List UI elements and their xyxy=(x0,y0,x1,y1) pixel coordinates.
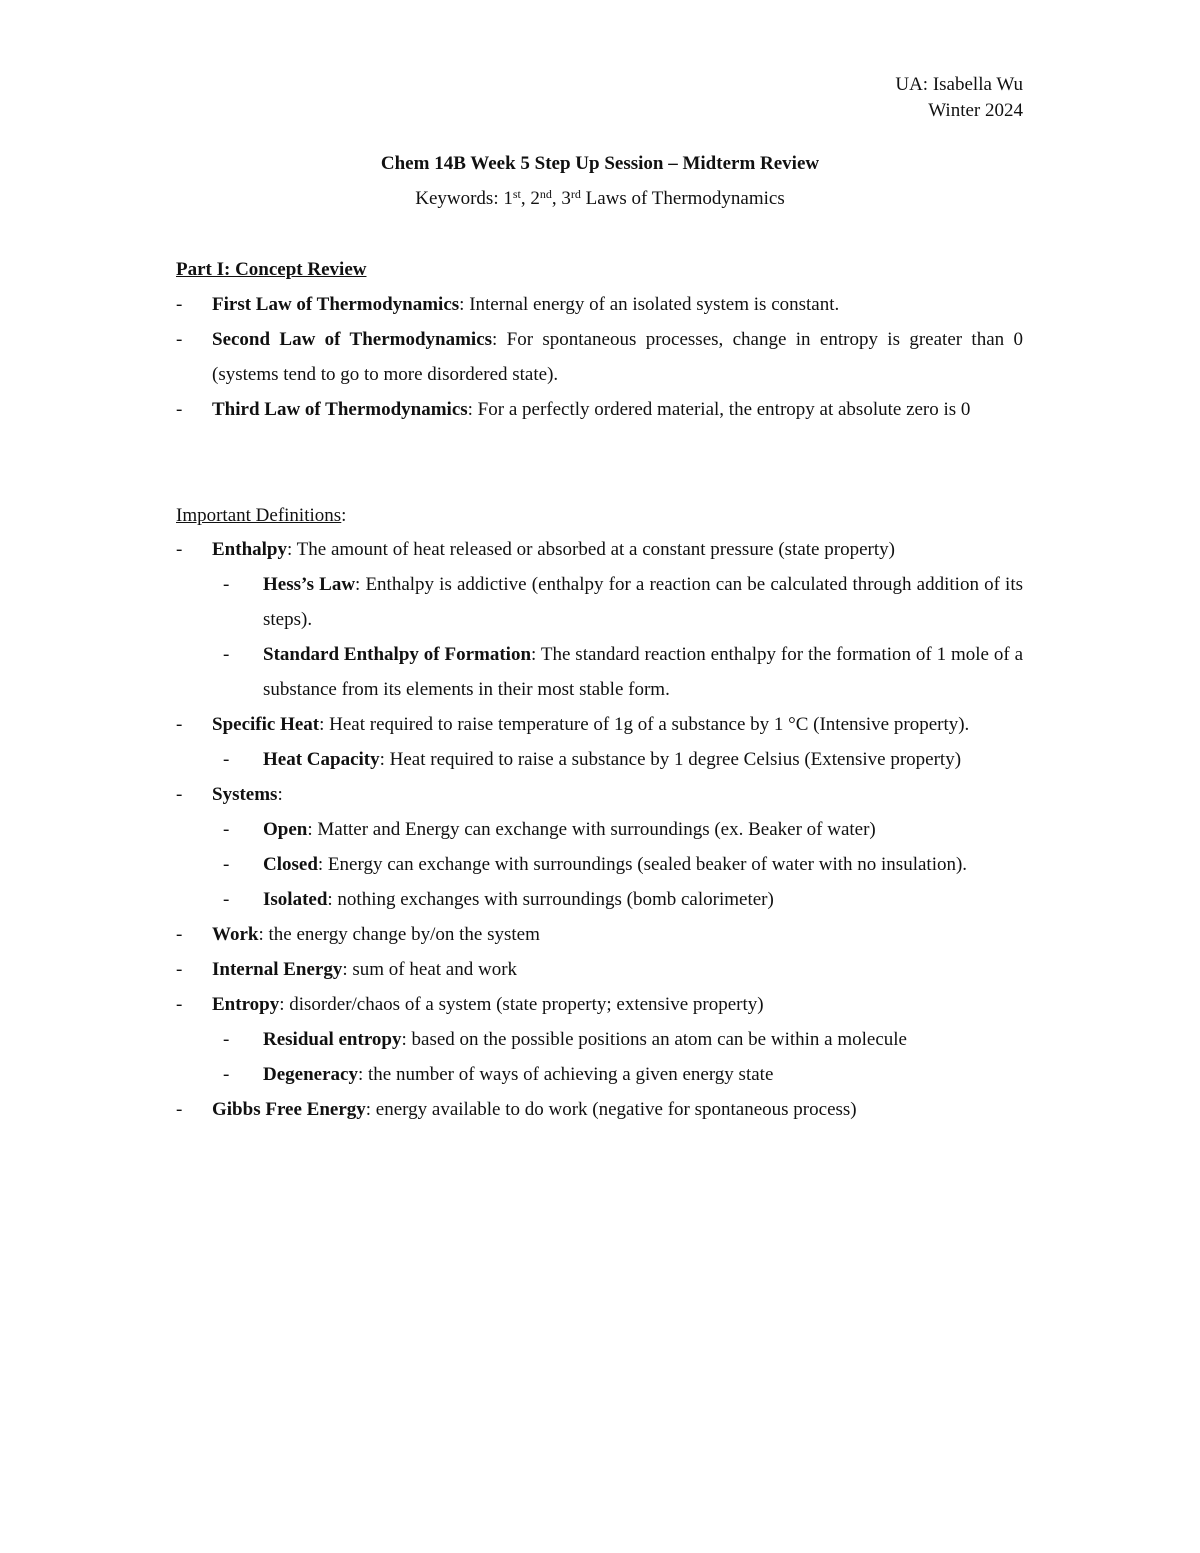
item-text: : the energy change by/on the system xyxy=(258,924,540,945)
bullet-dash: - xyxy=(223,854,230,875)
item-term: First Law of Thermodynamics xyxy=(212,294,460,315)
list-item xyxy=(176,532,1023,567)
list-item xyxy=(223,567,1023,637)
item-text: : energy available to do work (negative for spontaneous process) xyxy=(365,1099,857,1120)
item-text: : Enthalpy is addictive (enthalpy for a reaction can be calculated through addition of its steps). xyxy=(263,574,1023,630)
bullet-dash: - xyxy=(176,329,183,350)
bullet-dash: - xyxy=(223,644,230,665)
item-text: : The standard reaction enthalpy for the formation of 1 mole of a substance from its elements in their most stable form. xyxy=(263,644,1024,700)
list-item xyxy=(223,882,1023,917)
keywords-sep-2: , 3 xyxy=(551,188,571,209)
list-item xyxy=(223,1057,1023,1092)
definitions-heading xyxy=(176,503,346,529)
keywords-prefix: Keywords: 1 xyxy=(415,188,513,209)
item-text: : For spontaneous processes, change in entropy is greater than 0 (systems tend to go to more disordered state). xyxy=(212,329,1023,385)
list-item xyxy=(176,707,1023,742)
keywords-suffix: Laws of Thermodynamics xyxy=(580,188,785,209)
item-text: : the number of ways of achieving a given energy state xyxy=(357,1064,774,1085)
keywords-sep-1: , 2 xyxy=(520,188,540,209)
item-text: : xyxy=(277,784,283,805)
bullet-dash: - xyxy=(176,714,183,735)
item-term: Work xyxy=(212,924,259,945)
item-term: Closed xyxy=(263,854,318,875)
bullet-dash: - xyxy=(223,819,230,840)
keywords-line xyxy=(0,186,1200,212)
list-item xyxy=(176,1092,1023,1127)
item-term: Degeneracy xyxy=(263,1064,358,1085)
list-item xyxy=(176,322,1023,392)
item-term: Residual entropy xyxy=(263,1029,402,1050)
item-term: Internal Energy xyxy=(212,959,343,980)
item-text: : Internal energy of an isolated system is constant. xyxy=(459,294,840,315)
item-term: Systems xyxy=(212,784,278,805)
item-text: : based on the possible positions an atom can be within a molecule xyxy=(401,1029,907,1050)
bullet-dash: - xyxy=(176,959,183,980)
list-item xyxy=(176,287,1023,322)
list-item xyxy=(176,952,1023,987)
laws-list xyxy=(0,287,1200,427)
item-term: Hess’s Law xyxy=(263,574,356,595)
list-item xyxy=(223,742,1023,777)
list-item xyxy=(223,1022,1023,1057)
item-term: Enthalpy xyxy=(212,539,287,560)
keywords-sup-1: st xyxy=(512,187,521,201)
ua-name: UA: Isabella Wu xyxy=(895,74,1023,95)
item-text: : Matter and Energy can exchange with surroundings (ex. Beaker of water) xyxy=(307,819,876,840)
item-term: Second Law of Thermodynamics xyxy=(212,329,493,350)
bullet-dash: - xyxy=(176,399,183,420)
document-title: Chem 14B Week 5 Step Up Session – Midterm Review xyxy=(380,153,820,174)
list-item xyxy=(223,847,1023,882)
bullet-dash: - xyxy=(223,889,230,910)
list-item xyxy=(176,392,1023,427)
bullet-dash: - xyxy=(176,994,183,1015)
item-term: Standard Enthalpy of Formation xyxy=(263,644,532,665)
definitions-heading-colon: : xyxy=(341,505,347,526)
bullet-dash: - xyxy=(223,574,230,595)
list-item xyxy=(176,917,1023,952)
part-1-heading: Part I: Concept Review xyxy=(176,259,367,280)
item-term: Gibbs Free Energy xyxy=(212,1099,366,1120)
bullet-dash: - xyxy=(223,749,230,770)
bullet-dash: - xyxy=(176,294,183,315)
item-text: : Heat required to raise temperature of 1g of a substance by 1 °C (Intensive property). xyxy=(319,714,970,735)
list-item xyxy=(223,812,1023,847)
bullet-dash: - xyxy=(176,539,183,560)
bullet-dash: - xyxy=(176,924,183,945)
bullet-dash: - xyxy=(176,784,183,805)
item-term: Open xyxy=(263,819,308,840)
item-term: Entropy xyxy=(212,994,280,1015)
keywords-sup-2: nd xyxy=(539,187,552,201)
list-item xyxy=(223,637,1024,707)
item-text: : nothing exchanges with surroundings (bomb calorimeter) xyxy=(327,889,774,910)
bullet-dash: - xyxy=(176,1099,183,1120)
list-item xyxy=(176,987,1023,1022)
header-info xyxy=(895,72,1023,124)
bullet-dash: - xyxy=(223,1029,230,1050)
item-text: : disorder/chaos of a system (state property; extensive property) xyxy=(279,994,764,1015)
item-text: : The amount of heat released or absorbed at a constant pressure (state property) xyxy=(286,539,895,560)
item-term: Isolated xyxy=(263,889,328,910)
item-term: Third Law of Thermodynamics xyxy=(212,399,468,420)
item-text: : For a perfectly ordered material, the entropy at absolute zero is 0 xyxy=(467,399,971,420)
keywords-sup-3: rd xyxy=(570,187,581,201)
bullet-dash: - xyxy=(223,1064,230,1085)
list-item xyxy=(176,777,1023,812)
item-text: : Energy can exchange with surroundings (sealed beaker of water with no insulation). xyxy=(317,854,968,875)
definitions-heading-text: Important Definitions xyxy=(176,505,342,526)
term-label: Winter 2024 xyxy=(928,100,1023,121)
item-term: Heat Capacity xyxy=(263,749,380,770)
item-text: : Heat required to raise a substance by 1 degree Celsius (Extensive property) xyxy=(379,749,962,770)
item-term: Specific Heat xyxy=(212,714,320,735)
definitions-list xyxy=(0,532,1200,1127)
item-text: : sum of heat and work xyxy=(342,959,518,980)
